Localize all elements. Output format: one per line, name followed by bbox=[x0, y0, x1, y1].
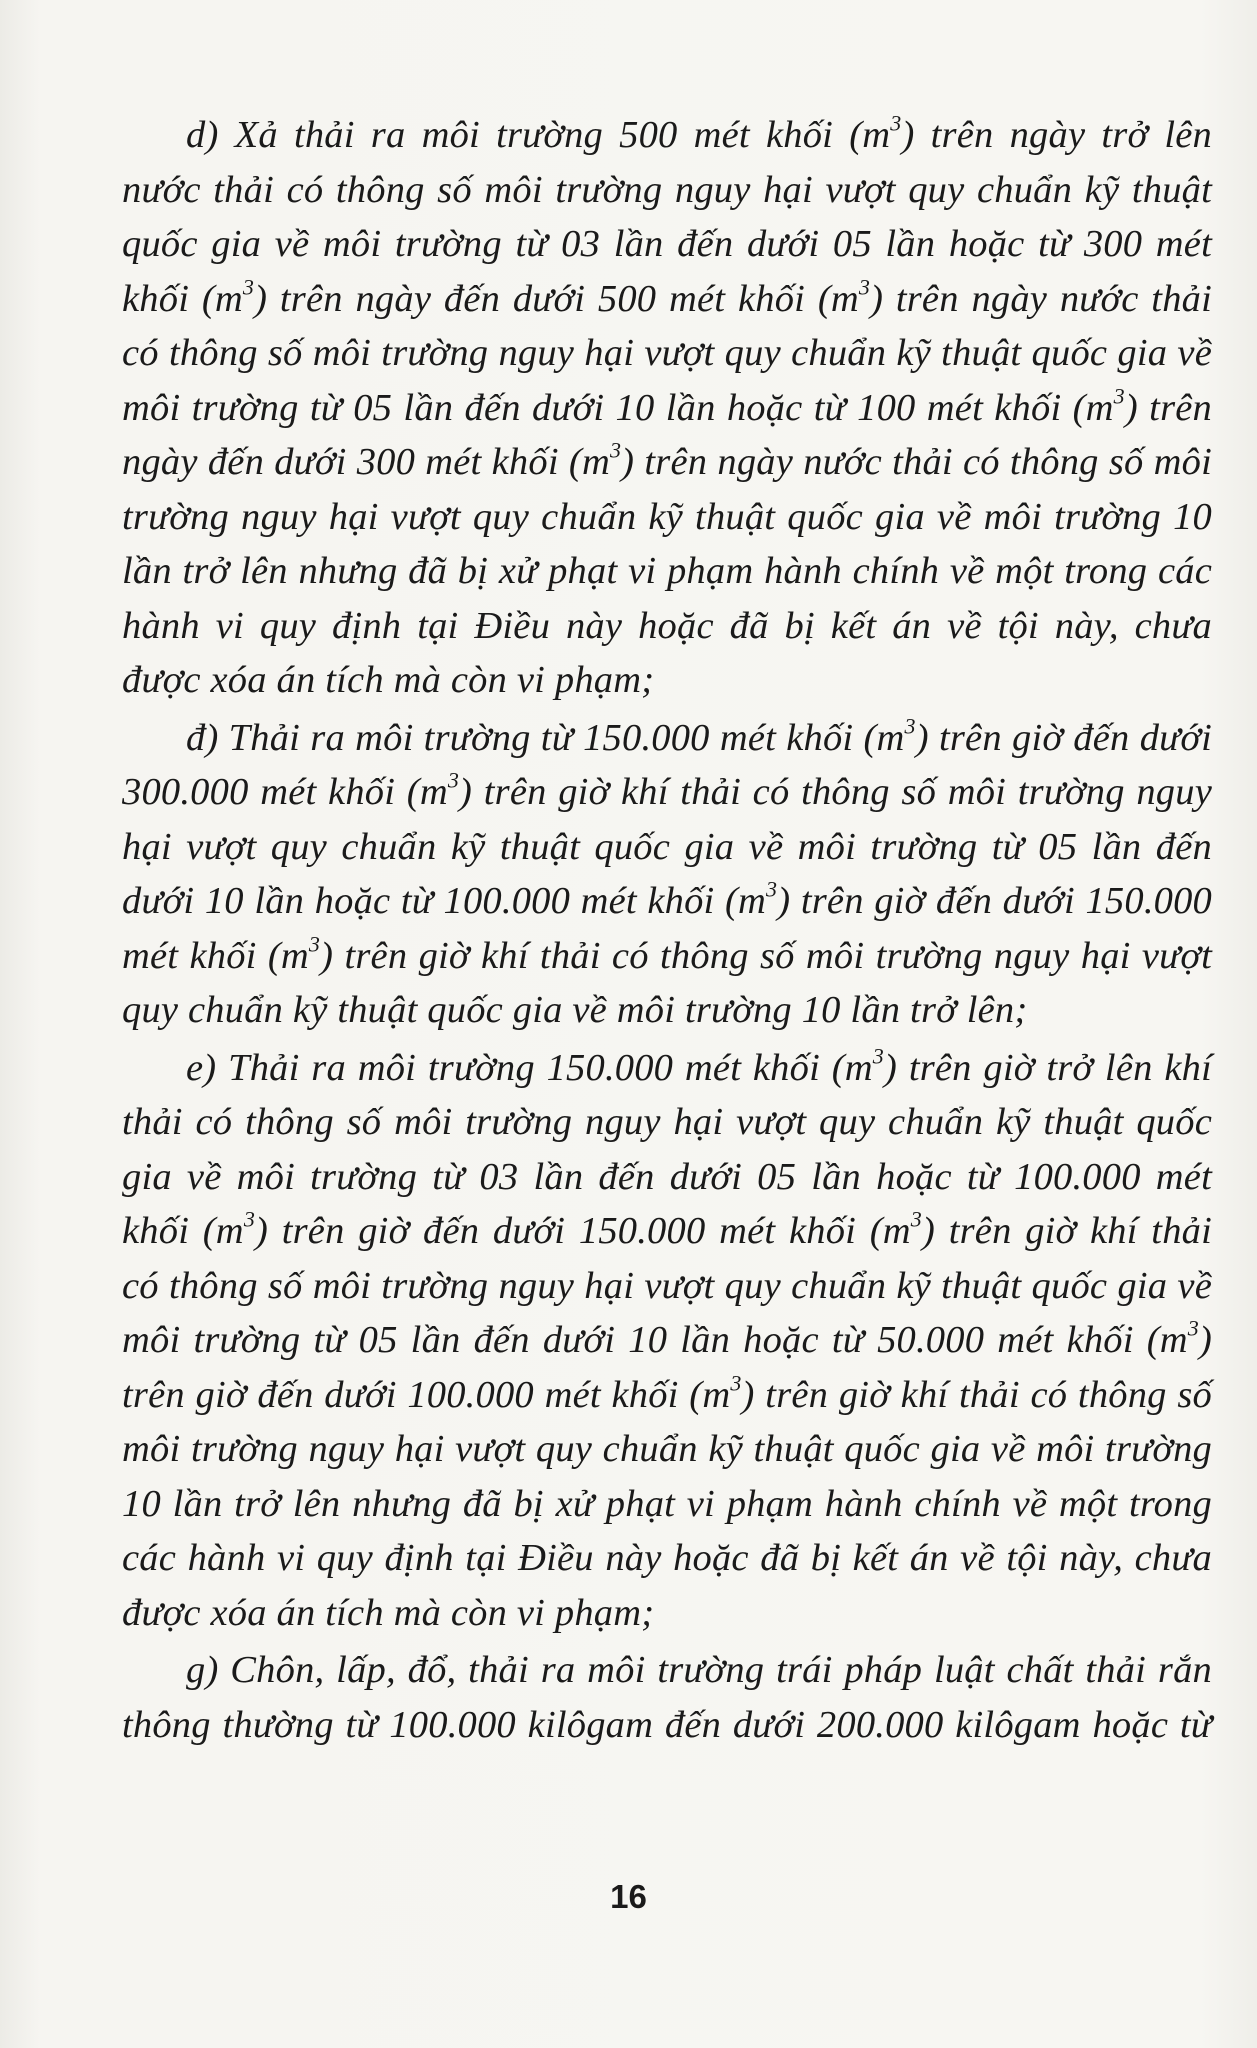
text-line: thông thường từ 100.000 kilôgam đến dưới 200.000 kilôgam hoặc từ bbox=[122, 1703, 1212, 1746]
text-line: gia về môi trường từ 03 lần đến dưới 05 lần hoặc từ 100.000 mét bbox=[122, 1155, 1212, 1198]
superscript-3: 3 bbox=[910, 1206, 922, 1232]
text-line: quy chuẩn kỹ thuật quốc gia về môi trường 10 lần trở lên; bbox=[122, 989, 1028, 1031]
text-line: có thông số môi trường nguy hại vượt quy chuẩn kỹ thuật quốc gia về bbox=[122, 332, 1212, 374]
text-line: môi trường nguy hại vượt quy chuẩn kỹ thuật quốc gia về môi trường bbox=[122, 1428, 1212, 1470]
text-line: đ) Thải ra môi trường từ 150.000 mét khối $(m^3)$ trên giờ đến dưới bbox=[186, 713, 1212, 759]
superscript-3: 3 bbox=[243, 1206, 256, 1232]
superscript-3: 3 bbox=[730, 1370, 742, 1395]
text-line: ngày đến dưới 300 mét khối $(m^3)$ trên ngày nước thải có thông số môi bbox=[122, 437, 1212, 483]
text-line: khối $(m^3)$ trên giờ đến dưới 150.000 mét khối $(m^3)$ trên giờ khí thải bbox=[122, 1206, 1213, 1252]
text-line: các hành vi quy định tại Điều này hoặc đã bị kết án về tội này, chưa bbox=[122, 1537, 1212, 1579]
superscript-3: 3 bbox=[308, 931, 321, 956]
page-number: 16 bbox=[610, 1878, 647, 1915]
text-line: môi trường từ 05 lần đến dưới 10 lần hoặc từ 100 mét khối $(m^3)$ trên bbox=[122, 383, 1212, 429]
superscript-3: 3 bbox=[609, 437, 622, 463]
text-line: trên giờ đến dưới 100.000 mét khối $(m^3)$ trên giờ khí thải có thông số bbox=[122, 1370, 1212, 1416]
text-line: 10 lần trở lên nhưng đã bị xử phạt vi phạm hành chính về một trong bbox=[122, 1482, 1212, 1525]
paragraph-g bbox=[122, 1643, 1212, 1752]
text-line: hành vi quy định tại Điều này hoặc đã bị kết án về tội này, chưa bbox=[122, 604, 1212, 647]
superscript-3: 3 bbox=[766, 876, 778, 902]
text-line: hại vượt quy chuẩn kỹ thuật quốc gia về môi trường từ 05 lần đến bbox=[122, 825, 1212, 868]
text-line: có thông số môi trường nguy hại vượt quy chuẩn kỹ thuật quốc gia về bbox=[122, 1264, 1212, 1307]
text-line: khối $(m^3)$ trên ngày đến dưới 500 mét khối $(m^3)$ trên ngày nước thải bbox=[122, 274, 1212, 320]
text-line: dưới 10 lần hoặc từ 100.000 mét khối $(m^3)$ trên giờ đến dưới 150.000 bbox=[122, 876, 1212, 922]
body-text bbox=[122, 108, 1212, 1752]
text-line: e) Thải ra môi trường 150.000 mét khối $(m^3)$ trên giờ trở lên khí bbox=[186, 1043, 1212, 1089]
text-line: g) Chôn, lấp, đổ, thải ra môi trường trái pháp luật chất thải rắn bbox=[186, 1649, 1212, 1691]
superscript-3: 3 bbox=[242, 274, 255, 299]
superscript-3: 3 bbox=[858, 274, 871, 299]
text-line: d) Xả thải ra môi trường 500 mét khối $(m^3)$ trên ngày trở lên bbox=[186, 110, 1212, 156]
text-line: 300.000 mét khối $(m^3)$ trên giờ khí thải có thông số môi trường nguy bbox=[122, 767, 1212, 813]
superscript-3: 3 bbox=[890, 110, 902, 136]
paragraph-dd bbox=[122, 711, 1212, 1038]
text-line: quốc gia về môi trường từ 03 lần đến dưới 05 lần hoặc từ 300 mét bbox=[122, 223, 1212, 265]
text-line: được xóa án tích mà còn vi phạm; bbox=[122, 659, 655, 701]
text-line: trường nguy hại vượt quy chuẩn kỹ thuật quốc gia về môi trường 10 bbox=[122, 495, 1212, 538]
text-line: môi trường từ 05 lần đến dưới 10 lần hoặc từ 50.000 mét khối $(m^3)$ bbox=[122, 1315, 1212, 1361]
superscript-3: 3 bbox=[904, 713, 916, 738]
paragraph-e bbox=[122, 1041, 1212, 1641]
text-line: mét khối $(m^3)$ trên giờ khí thải có thông số môi trường nguy hại vượt bbox=[122, 931, 1212, 977]
text-line: được xóa án tích mà còn vi phạm; bbox=[122, 1591, 655, 1634]
superscript-3: 3 bbox=[1187, 1315, 1199, 1341]
superscript-3: 3 bbox=[447, 767, 460, 793]
superscript-3: 3 bbox=[872, 1043, 884, 1068]
superscript-3: 3 bbox=[1113, 383, 1125, 408]
text-line: nước thải có thông số môi trường nguy hại vượt quy chuẩn kỹ thuật bbox=[122, 168, 1212, 211]
text-line: thải có thông số môi trường nguy hại vượt quy chuẩn kỹ thuật quốc bbox=[122, 1101, 1212, 1143]
paragraph-d bbox=[122, 108, 1212, 708]
text-line: lần trở lên nhưng đã bị xử phạt vi phạm hành chính về một trong các bbox=[122, 550, 1212, 592]
